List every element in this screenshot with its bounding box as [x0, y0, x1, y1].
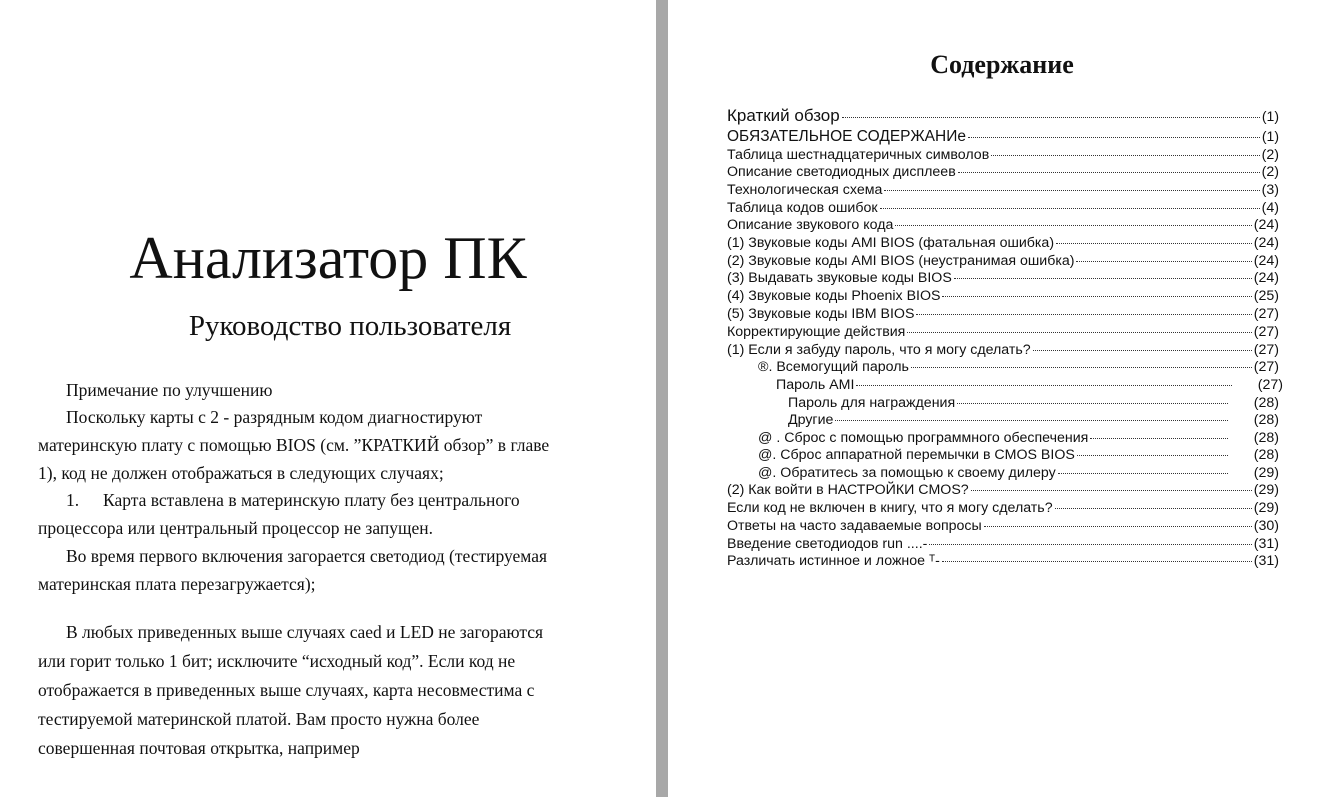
- toc-entry-page: (28): [1253, 430, 1279, 446]
- toc-entry[interactable]: [727, 324, 1279, 341]
- toc-leader: [1056, 243, 1252, 244]
- toc-entry[interactable]: [788, 412, 1279, 429]
- body-line: материнская плата перезагружается);: [38, 574, 316, 594]
- toc-entry-label: @ . Сброс с помощью программного обеспечения: [758, 430, 1089, 446]
- toc-entry-label: ОБЯЗАТЕЛЬНОЕ СОДЕРЖАНИе: [727, 128, 966, 145]
- toc-entry-label: (1) Если я забуду пароль, что я могу сделать?: [727, 342, 1031, 358]
- body-line: Поскольку карты с 2 - разрядным кодом диагностируют: [66, 407, 483, 427]
- toc-entry[interactable]: [758, 465, 1279, 482]
- toc-entry[interactable]: [727, 500, 1279, 517]
- toc-leader: [880, 208, 1260, 209]
- toc-leader: [1077, 455, 1228, 456]
- toc-entry-label: Пароль для награждения: [788, 395, 956, 411]
- toc-leader: [929, 544, 1251, 545]
- body-line: или горит только 1 бит; исключите “исходный код”. Если код не: [38, 651, 516, 671]
- body-line: Карта вставлена в материнскую плату без центрального: [103, 490, 520, 510]
- toc-entry-page: (2): [1261, 164, 1279, 180]
- toc-leader: [842, 117, 1260, 118]
- document-subtitle: Руководство пользователя: [188, 310, 512, 342]
- toc-entry-page: (28): [1253, 447, 1279, 463]
- toc-entry-page: (4): [1261, 200, 1279, 216]
- toc-leader: [991, 155, 1259, 156]
- toc-leader: [942, 296, 1251, 297]
- toc-entry-label: @. Обратитесь за помощью к своему дилеру: [758, 465, 1056, 481]
- toc-leader: [1090, 438, 1227, 439]
- toc-entry-page: (29): [1253, 465, 1279, 481]
- toc-entry-label: Технологическая схема: [727, 182, 883, 198]
- toc-entry-label: ®. Всемогущий пароль: [758, 359, 909, 375]
- toc-entry-page: (2): [1261, 147, 1279, 163]
- toc-leader: [958, 172, 1260, 173]
- body-line: Примечание по улучшению: [66, 380, 273, 400]
- toc-entry-page: (29): [1253, 500, 1279, 516]
- toc-entry[interactable]: [727, 553, 1279, 570]
- toc-entry[interactable]: [727, 270, 1279, 287]
- body-line: В любых приведенных выше случаях caed и LED не загораются: [66, 622, 544, 642]
- toc-entry[interactable]: [727, 288, 1279, 305]
- toc-leader: [911, 367, 1252, 368]
- toc-entry-label: (5) Звуковые коды IBM BIOS: [727, 306, 915, 322]
- toc-leader: [968, 137, 1260, 138]
- page-gutter: [656, 0, 668, 797]
- toc-entry[interactable]: [727, 217, 1279, 234]
- body-line: 1), код не должен отображаться в следующих случаях;: [38, 463, 444, 483]
- toc-entry[interactable]: [727, 536, 1279, 553]
- toc-entry[interactable]: [788, 395, 1279, 412]
- toc-entry-label: (1) Звуковые коды AMI BIOS (фатальная ошибка): [727, 235, 1055, 251]
- toc-entry[interactable]: [727, 147, 1279, 164]
- toc-entry-page: (27): [1257, 377, 1283, 393]
- toc-leader: [1033, 350, 1252, 351]
- toc-entry-page: (31): [1253, 553, 1279, 569]
- toc-entry[interactable]: [727, 164, 1279, 181]
- body-line: совершенная почтовая открытка, например: [38, 738, 360, 758]
- toc-entry-page: (24): [1253, 270, 1279, 286]
- toc-entry-label: (2) Как войти в НАСТРОЙКИ CMOS?: [727, 482, 969, 498]
- toc-leader: [954, 278, 1252, 279]
- toc-entry-page: (3): [1261, 182, 1279, 198]
- toc-leader: [895, 225, 1251, 226]
- document-title: Анализатор ПК: [129, 225, 527, 291]
- toc-leader: [971, 490, 1252, 491]
- toc-entry[interactable]: [727, 235, 1279, 252]
- toc-leader: [856, 385, 1231, 386]
- toc-entry[interactable]: [758, 359, 1279, 376]
- toc-entry[interactable]: [727, 127, 1279, 146]
- toc-entry-page: (1): [1261, 108, 1279, 124]
- toc-entry-page: (24): [1253, 235, 1279, 251]
- body-line: Во время первого включения загорается светодиод (тестируемая: [66, 546, 548, 566]
- toc-leader: [835, 420, 1227, 421]
- toc-entry[interactable]: [727, 182, 1279, 199]
- toc-entry-page: (28): [1253, 412, 1279, 428]
- toc-leader: [884, 190, 1259, 191]
- toc-leader: [916, 314, 1251, 315]
- toc-entry-label: Если код не включен в книгу, что я могу сделать?: [727, 500, 1053, 516]
- toc-entry[interactable]: [758, 447, 1279, 464]
- toc-entry-label: (3) Выдавать звуковые коды BIOS: [727, 270, 952, 286]
- right-page: [668, 0, 1329, 797]
- toc-leader: [942, 561, 1252, 562]
- toc-entry-label: Краткий обзор: [727, 106, 840, 125]
- toc-entry-label: Введение светодиодов run ....-: [727, 536, 928, 552]
- toc-leader: [907, 332, 1251, 333]
- toc-entry[interactable]: [727, 253, 1279, 270]
- toc-entry[interactable]: [776, 377, 1283, 394]
- toc-entry-label: Корректирующие действия: [727, 324, 906, 340]
- toc-entry-label: Другие: [788, 412, 834, 428]
- body-line: отображается в приведенных выше случаях, карта несовместима с: [38, 680, 535, 700]
- toc-entry-label: (2) Звуковые коды AMI BIOS (неустранимая ошибка): [727, 253, 1075, 269]
- body-line: тестируемой материнской платой. Вам просто нужна более: [38, 709, 480, 729]
- toc-entry[interactable]: [727, 482, 1279, 499]
- toc-entry[interactable]: [727, 306, 1279, 323]
- toc-title: Содержание: [930, 50, 1074, 79]
- toc-entry-page: (28): [1253, 395, 1279, 411]
- toc-leader: [1058, 473, 1228, 474]
- toc-entry-page: (29): [1253, 482, 1279, 498]
- toc-entry-page: (27): [1253, 324, 1279, 340]
- toc-entry-page: (24): [1253, 253, 1279, 269]
- toc-entry-label: Описание звукового кода: [727, 217, 894, 233]
- toc-entry-label: Пароль AMI: [776, 377, 855, 393]
- toc-leader: [957, 403, 1228, 404]
- toc-entry[interactable]: [727, 342, 1279, 359]
- toc-entry[interactable]: [727, 106, 1279, 126]
- toc-leader: [1076, 261, 1251, 262]
- list-number: 1.: [66, 490, 80, 510]
- toc-entry-label: Таблица шестнадцатеричных символов: [727, 147, 990, 163]
- toc-leader: [984, 526, 1252, 527]
- toc-entry-label: Таблица кодов ошибок: [727, 200, 878, 216]
- toc-entry-label: Описание светодиодных дисплеев: [727, 164, 956, 180]
- toc-entry-page: (27): [1253, 306, 1279, 322]
- body-line: процессора или центральный процессор не запущен.: [38, 518, 433, 538]
- toc-entry-label: @. Сброс аппаратной перемычки в CMOS BIOS: [758, 447, 1075, 463]
- toc-entry[interactable]: [758, 430, 1279, 447]
- toc-entry-label: (4) Звуковые коды Phoenix BIOS: [727, 288, 941, 304]
- toc-entry-label: Различать истинное и ложное ᵀ-: [727, 553, 940, 569]
- toc-entry-label: Ответы на часто задаваемые вопросы: [727, 518, 982, 534]
- toc-leader: [1055, 508, 1252, 509]
- left-page: [0, 0, 656, 797]
- toc-entry-page: (30): [1253, 518, 1279, 534]
- toc-entry[interactable]: [727, 518, 1279, 535]
- toc-entry-page: (1): [1261, 128, 1279, 144]
- toc-entry-page: (27): [1253, 342, 1279, 358]
- toc-entry-page: (24): [1253, 217, 1279, 233]
- toc-entry-page: (25): [1253, 288, 1279, 304]
- toc-entry-page: (31): [1253, 536, 1279, 552]
- toc-entry-page: (27): [1253, 359, 1279, 375]
- body-line: материнскую плату с помощью BIOS (см. ”КРАТКИЙ обзор” в главе: [38, 435, 550, 455]
- toc-entry[interactable]: [727, 200, 1279, 217]
